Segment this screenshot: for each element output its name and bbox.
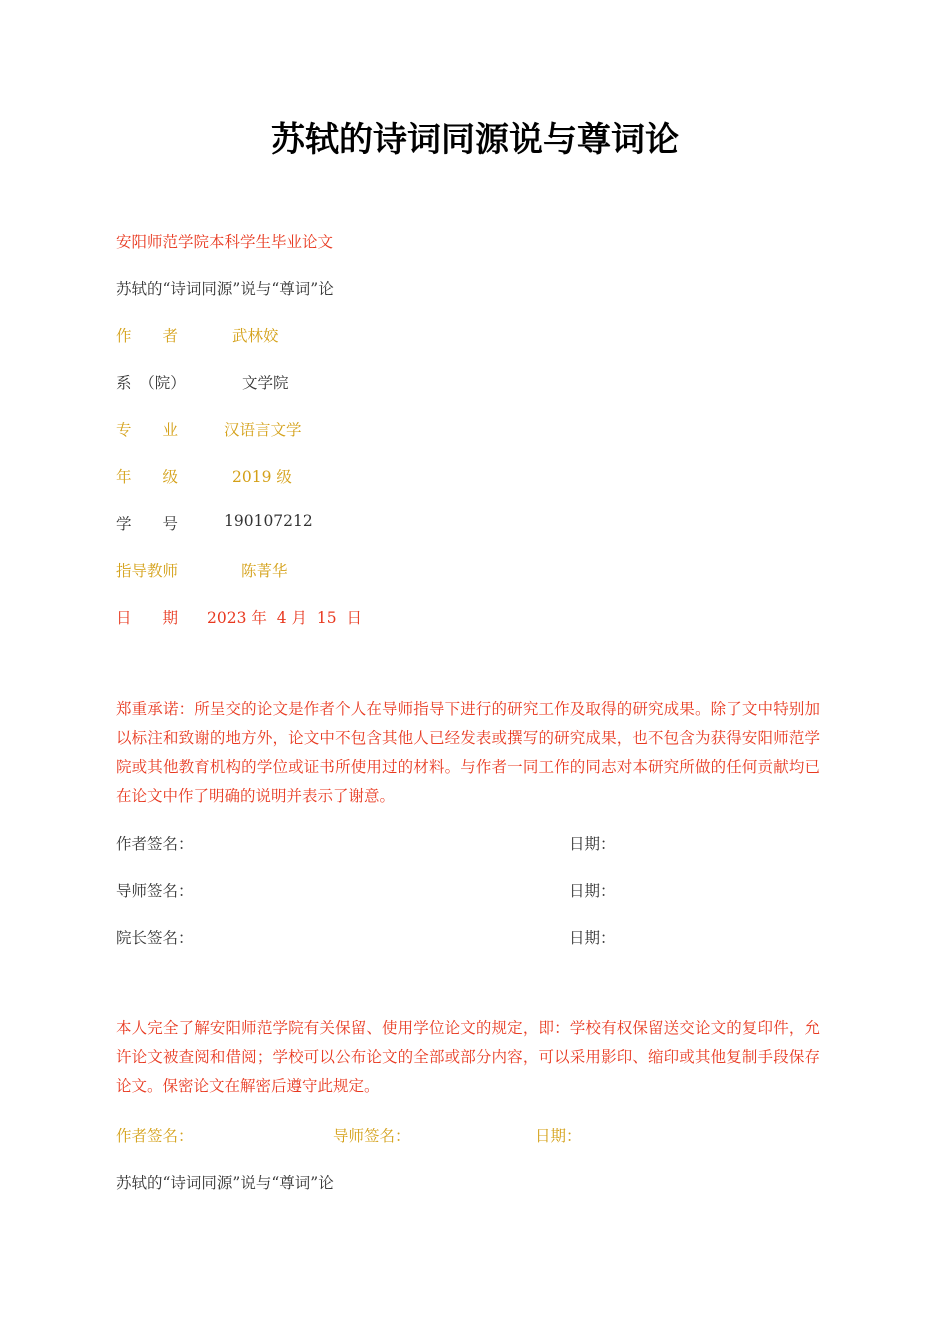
major-label: 专 业: [116, 421, 179, 439]
authorization-paragraph: 本人完全了解安阳师范学院有关保留、使用学位论文的规定，即：学校有权保留送交论文的复印件，允许论文被查阅和借阅；学校可以公布论文的全部或部分内容，可以采用影印、缩印或其他复制手段保存论文。保密论文在解密后遵守此规定。: [116, 1019, 820, 1095]
advisor-value: 陈菁华: [241, 562, 288, 580]
major-row: [116, 418, 302, 440]
grade-row: [116, 465, 292, 487]
advisor-signature-label: 导师签名：: [116, 882, 194, 900]
date-row: [116, 606, 362, 628]
major-value: 汉语言文学: [224, 421, 302, 439]
author-signature-label: 作者签名：: [116, 835, 194, 853]
university-line: 安阳师范学院本科学生毕业论文: [116, 233, 334, 251]
dean-signature-date: 日期：: [569, 929, 616, 947]
declaration-paragraph: 郑重承诺：所呈交的论文是作者个人在导师指导下进行的研究工作及取得的研究成果。除了文中特别加以标注和致谢的地方外，论文中不包含其他人已经发表或撰写的研究成果，也不包含为获得安阳师范学院或其他教育机构的学位或证书所使用过的材料。与作者一同工作的同志对本研究所做的任何贡献均已在论文中作了明确的说明并表示了谢意。: [116, 700, 820, 805]
department-label: 系 （院）: [116, 374, 186, 392]
author-value: 武林姣: [232, 327, 279, 345]
bottom-date-label: 日期：: [535, 1127, 582, 1145]
document-title: 苏轼的诗词同源说与尊词论: [271, 120, 679, 160]
author-signature-date: 日期：: [569, 835, 616, 853]
department-row: [116, 371, 289, 393]
footer-subtitle: 苏轼的“诗词同源”说与“尊词”论: [116, 1174, 334, 1192]
grade-value: 2019 级: [232, 468, 292, 486]
author-label: 作 者: [116, 327, 179, 345]
bottom-advisor-signature: 导师签名：: [333, 1127, 411, 1145]
department-value: 文学院: [242, 374, 289, 392]
advisor-row: [116, 559, 288, 581]
advisor-signature-date: 日期：: [569, 882, 616, 900]
bottom-author-signature: 作者签名：: [116, 1127, 194, 1145]
grade-label: 年 级: [116, 468, 179, 486]
thesis-subtitle: 苏轼的“诗词同源”说与“尊词”论: [116, 280, 334, 298]
date-value: 2023 年 4 月 15 日: [207, 609, 362, 627]
student-id-value: 190107212: [224, 512, 313, 530]
date-label: 日 期: [116, 609, 179, 627]
student-id-label: 学 号: [116, 515, 179, 533]
dean-signature-label: 院长签名：: [116, 929, 194, 947]
advisor-label: 指导教师: [116, 562, 179, 580]
author-row: [116, 324, 279, 346]
student-id-row: [116, 512, 313, 534]
